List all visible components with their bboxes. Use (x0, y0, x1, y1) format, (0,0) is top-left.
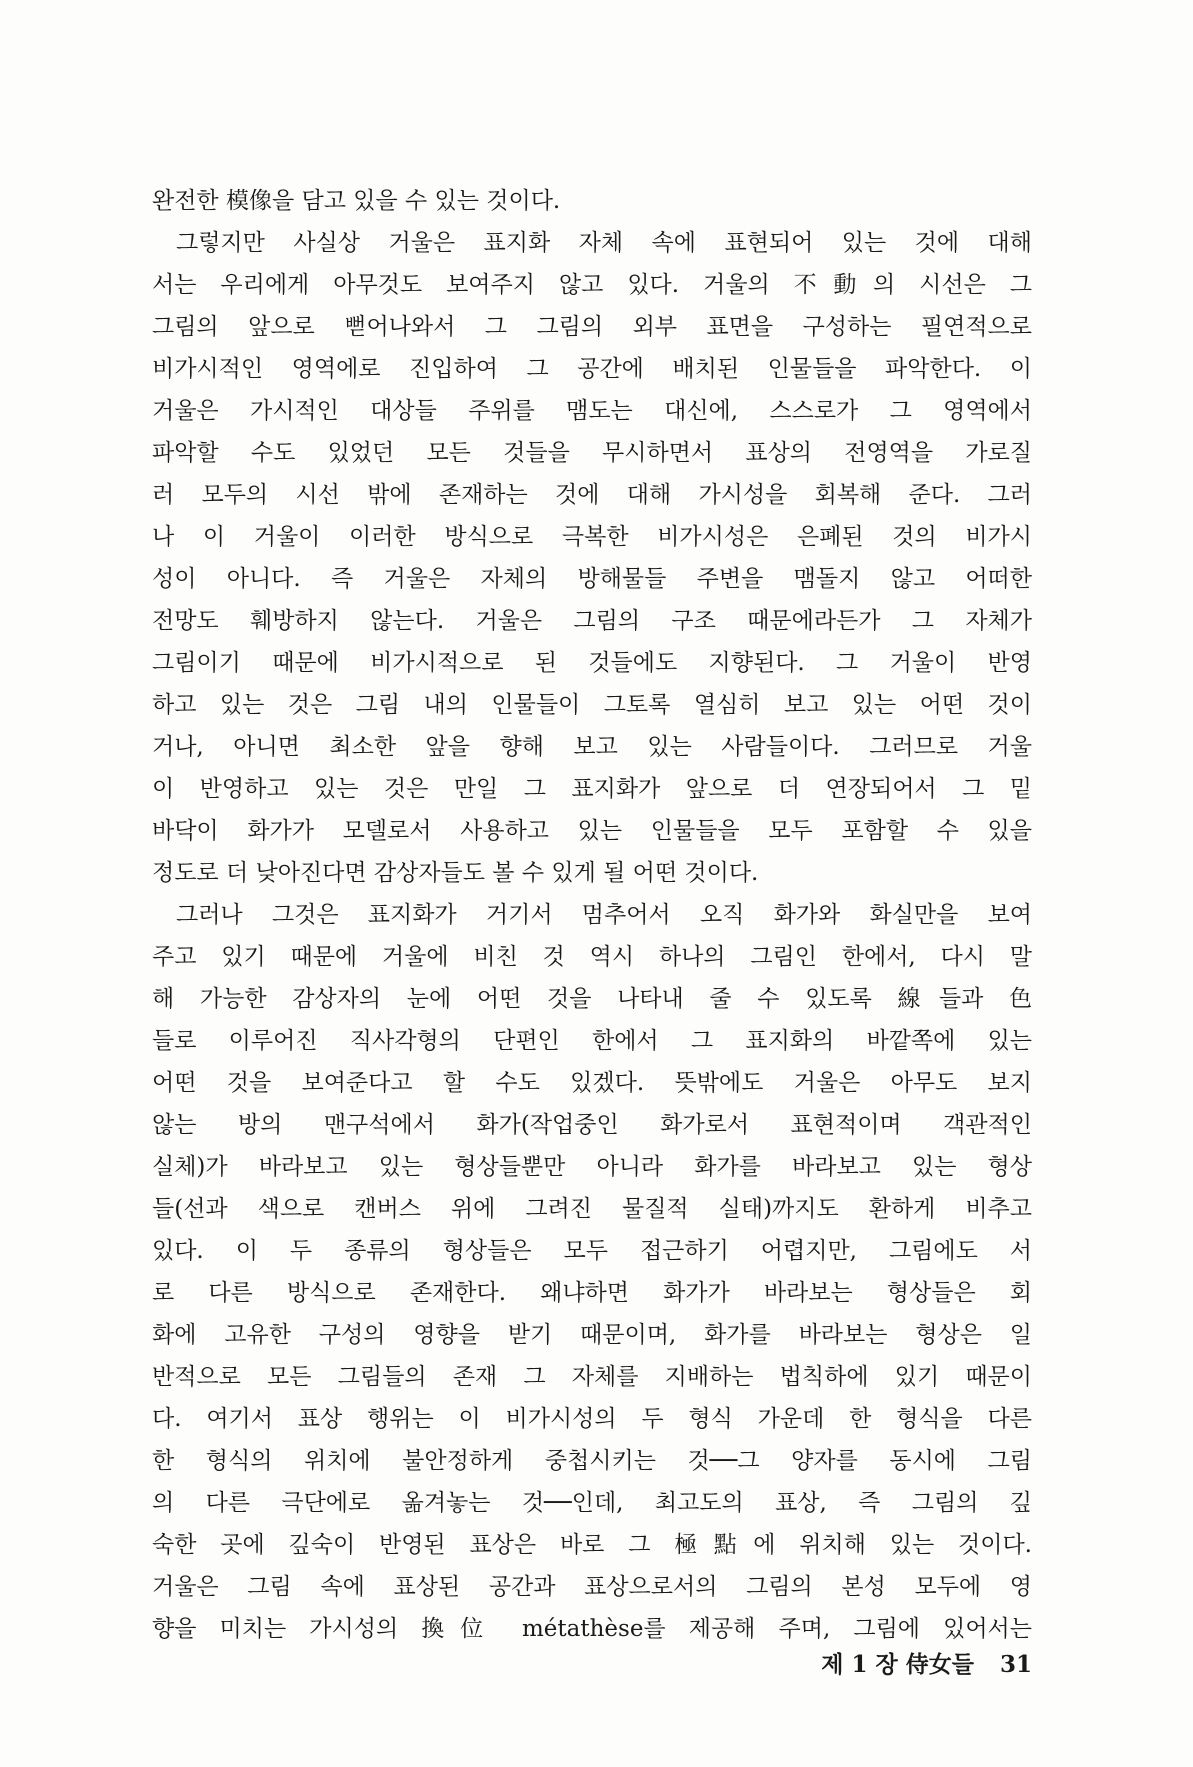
text-line: 로 다른 방식으로 존재한다. 왜냐하면 화가가 바라보는 형상들은 회 (152, 1280, 1032, 1306)
text-line: 전망도 훼방하지 않는다. 거울은 그림의 구조 때문에라든가 그 자체가 (152, 608, 1032, 634)
text-line: 주고 있기 때문에 거울에 비친 것 역시 하나의 그림인 한에서, 다시 말 (152, 944, 1032, 970)
text-line: 들(선과 색으로 캔버스 위에 그려진 물질적 실태)까지도 환하게 비추고 (152, 1196, 1032, 1222)
text-line: 실체)가 바라보고 있는 형상들뿐만 아니라 화가를 바라보고 있는 형상 (152, 1154, 1032, 1180)
text-line: 파악할 수도 있었던 모든 것들을 무시하면서 표상의 전영역을 가로질 (152, 440, 1032, 466)
text-line: 완전한 模像을 담고 있을 수 있는 것이다. (152, 188, 561, 214)
text-line: 다. 여기서 표상 행위는 이 비가시성의 두 형식 가운데 한 형식을 다른 (152, 1406, 1032, 1432)
text-line: 비가시적인 영역에로 진입하여 그 공간에 배치된 인물들을 파악한다. 이 (152, 356, 1032, 382)
page-footer (770, 1648, 1032, 1682)
text-line: 어떤 것을 보여준다고 할 수도 있겠다. 뜻밖에도 거울은 아무도 보지 (152, 1070, 1032, 1096)
chapter-label: 제 1 장 (821, 1651, 898, 1678)
text-line: 서는 우리에게 아무것도 보여주지 않고 있다. 거울의 不動의 시선은 그 (152, 272, 1032, 298)
text-line: 숙한 곳에 깊숙이 반영된 표상은 바로 그 極點에 위치해 있는 것이다. (152, 1532, 1032, 1558)
text-line: 의 다른 극단에로 옮겨놓는 것──인데, 최고도의 표상, 즉 그림의 깊 (152, 1490, 1032, 1516)
text-line: 거울은 그림 속에 표상된 공간과 표상으로서의 그림의 본성 모두에 영 (152, 1574, 1032, 1600)
text-line: 않는 방의 맨구석에서 화가(작업중인 화가로서 표현적이며 객관적인 (152, 1112, 1032, 1138)
text-line: 바닥이 화가가 모델로서 사용하고 있는 인물들을 모두 포함할 수 있을 (152, 818, 1032, 844)
text-line: 들로 이루어진 직사각형의 단편인 한에서 그 표지화의 바깥쪽에 있는 (152, 1028, 1032, 1054)
text-line: 거나, 아니면 최소한 앞을 향해 보고 있는 사람들이다. 그러므로 거울 (152, 734, 1032, 760)
text-line: 향을 미치는 가시성의 換位 métathèse를 제공해 주며, 그림에 있어서는 (152, 1616, 1032, 1642)
text-line: 있다. 이 두 종류의 형상들은 모두 접근하기 어렵지만, 그림에도 서 (152, 1238, 1032, 1264)
text-line: 반적으로 모든 그림들의 존재 그 자체를 지배하는 법칙하에 있기 때문이 (152, 1364, 1032, 1390)
text-line: 한 형식의 위치에 불안정하게 중첩시키는 것──그 양자를 동시에 그림 (152, 1448, 1032, 1474)
text-line: 성이 아니다. 즉 거울은 자체의 방해물들 주변을 맴돌지 않고 어떠한 (152, 566, 1032, 592)
text-line: 화에 고유한 구성의 영향을 받기 때문이며, 화가를 바라보는 형상은 일 (152, 1322, 1032, 1348)
text-line: 거울은 가시적인 대상들 주위를 맴도는 대신에, 스스로가 그 영역에서 (152, 398, 1032, 424)
text-line: 그림의 앞으로 뻗어나와서 그 그림의 외부 표면을 구성하는 필연적으로 (152, 314, 1032, 340)
page-number: 31 (999, 1651, 1032, 1678)
text-line: 그러나 그것은 표지화가 거기서 멈추어서 오직 화가와 화실만을 보여 (176, 902, 1032, 928)
body-text (152, 180, 1032, 1650)
text-line: 나 이 거울이 이러한 방식으로 극복한 비가시성은 은폐된 것의 비가시 (152, 524, 1032, 550)
text-line: 해 가능한 감상자의 눈에 어떤 것을 나타내 줄 수 있도록 線들과 色 (152, 986, 1032, 1012)
chapter-title: 侍女들 (905, 1651, 974, 1678)
text-line: 러 모두의 시선 밖에 존재하는 것에 대해 가시성을 회복해 준다. 그러 (152, 482, 1032, 508)
text-line: 이 반영하고 있는 것은 만일 그 표지화가 앞으로 더 연장되어서 그 밑 (152, 776, 1032, 802)
text-line: 그렇지만 사실상 거울은 표지화 자체 속에 표현되어 있는 것에 대해 (176, 230, 1032, 256)
text-line: 그림이기 때문에 비가시적으로 된 것들에도 지향된다. 그 거울이 반영 (152, 650, 1032, 676)
text-line: 하고 있는 것은 그림 내의 인물들이 그토록 열심히 보고 있는 어떤 것이 (152, 692, 1032, 718)
text-line: 정도로 더 낮아진다면 감상자들도 볼 수 있게 될 어떤 것이다. (152, 860, 759, 886)
